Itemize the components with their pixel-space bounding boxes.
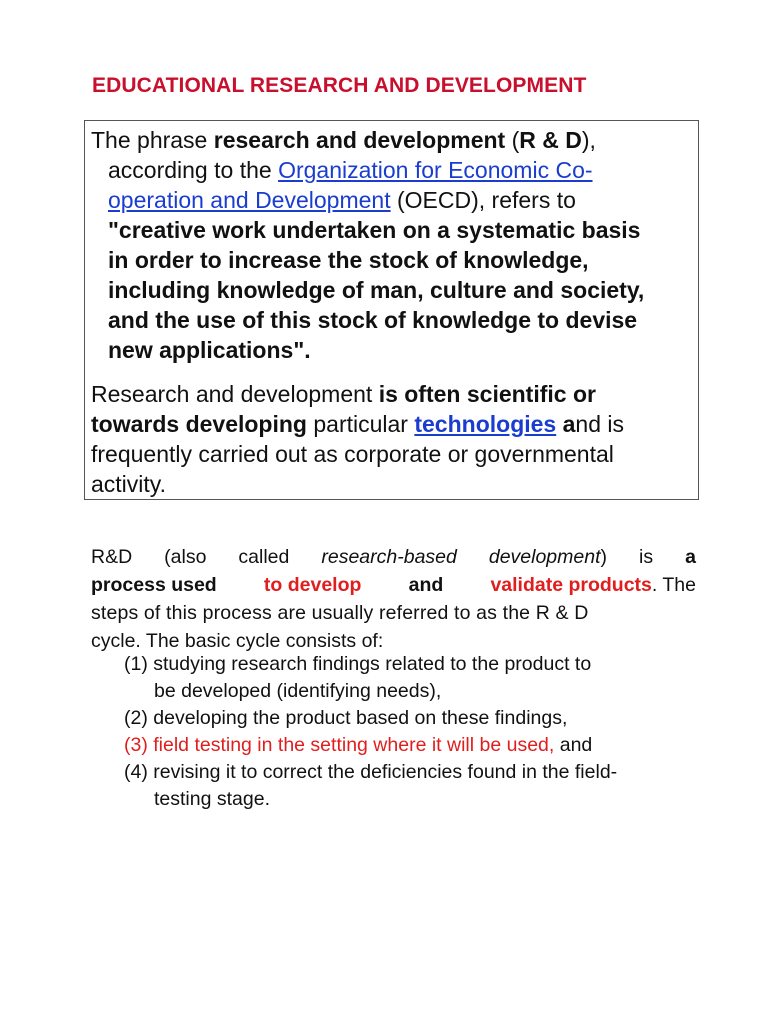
bold-term: research and development (213, 127, 506, 153)
rd-definition-paragraph (91, 125, 697, 365)
step-text: be developed (identifying needs), (154, 680, 442, 702)
word (321, 543, 457, 571)
oecd-link-continued[interactable]: operation and Development (108, 187, 391, 213)
italic-term: research-based (321, 546, 457, 568)
italic-term: development (488, 546, 601, 568)
step-text (124, 732, 711, 759)
text-span: ) (600, 546, 608, 568)
bold-phrase: is often scientific or (378, 381, 596, 407)
document-title: EDUCATIONAL RESEARCH AND DEVELOPMENT (92, 74, 587, 97)
word: is (639, 546, 654, 568)
word: a (685, 546, 696, 568)
bold-phrase: towards developing (91, 411, 307, 437)
step-text: testing stage. (154, 788, 270, 810)
text-line: steps of this process are usually referred to as the R & D (91, 602, 589, 624)
quote-text: including knowledge of man, culture and society, (108, 277, 645, 303)
text-line (91, 379, 697, 409)
text-span: . The (651, 574, 696, 596)
quote-text: and the use of this stock of knowledge to devise (108, 307, 638, 333)
rd-cycle-steps (91, 651, 711, 813)
list-item (91, 759, 711, 813)
bold-letter: a (556, 411, 576, 437)
step-text: (2) developing the product based on these findings, (124, 707, 568, 729)
red-bold-phrase: validate products (490, 574, 652, 596)
bold-term: R & D (519, 127, 582, 153)
quote-line (91, 305, 697, 335)
text-span: nd is (575, 411, 624, 437)
bold-phrase: process used (91, 574, 217, 596)
rd-process-paragraph (91, 543, 696, 655)
text-span: ), (581, 127, 596, 153)
text-span: particular (306, 411, 415, 437)
oecd-link[interactable]: Organization for Economic Co- (278, 157, 593, 183)
justified-line (91, 571, 696, 599)
text-span: Research and development (91, 381, 379, 407)
quote-text: "creative work undertaken on a systematic basis (108, 217, 641, 243)
text-span: (OECD), refers to (390, 187, 576, 213)
text-line: frequently carried out as corporate or governmental (91, 441, 614, 467)
word (490, 571, 696, 599)
text-line (91, 409, 697, 439)
quote-line (91, 275, 697, 305)
definition-box (84, 120, 699, 500)
technologies-link[interactable]: technologies (414, 411, 557, 437)
quote-text: . (304, 337, 311, 363)
text-line (91, 125, 697, 155)
step-text: (4) revising it to correct the deficiencies found in the field- (124, 761, 618, 783)
text-span: and (554, 734, 593, 756)
quote-line (91, 215, 697, 245)
word: R&D (91, 546, 133, 568)
text-line: activity. (91, 471, 166, 497)
text-line (91, 155, 697, 185)
text-span: according to the (108, 157, 279, 183)
list-item (91, 705, 711, 732)
rd-scope-paragraph (91, 379, 697, 499)
text-line (91, 185, 697, 215)
bold-phrase: and (408, 574, 444, 596)
quote-text: new applications" (108, 337, 305, 363)
list-item (91, 732, 711, 759)
step-text: (1) studying research findings related to the product to (124, 653, 592, 675)
quote-line (91, 335, 697, 365)
justified-line (91, 543, 696, 571)
quote-line (91, 245, 697, 275)
word (489, 543, 607, 571)
list-item (91, 651, 711, 705)
text-line: cycle. The basic cycle consists of: (91, 630, 384, 652)
quote-text: in order to increase the stock of knowledge, (108, 247, 589, 273)
red-step-text: (3) field testing in the setting where it will be used, (124, 734, 555, 756)
red-bold-phrase: to develop (263, 574, 362, 596)
word: called (238, 546, 290, 568)
word: (also (164, 546, 207, 568)
text-span: ( (505, 127, 520, 153)
text-span: The phrase (91, 127, 214, 153)
